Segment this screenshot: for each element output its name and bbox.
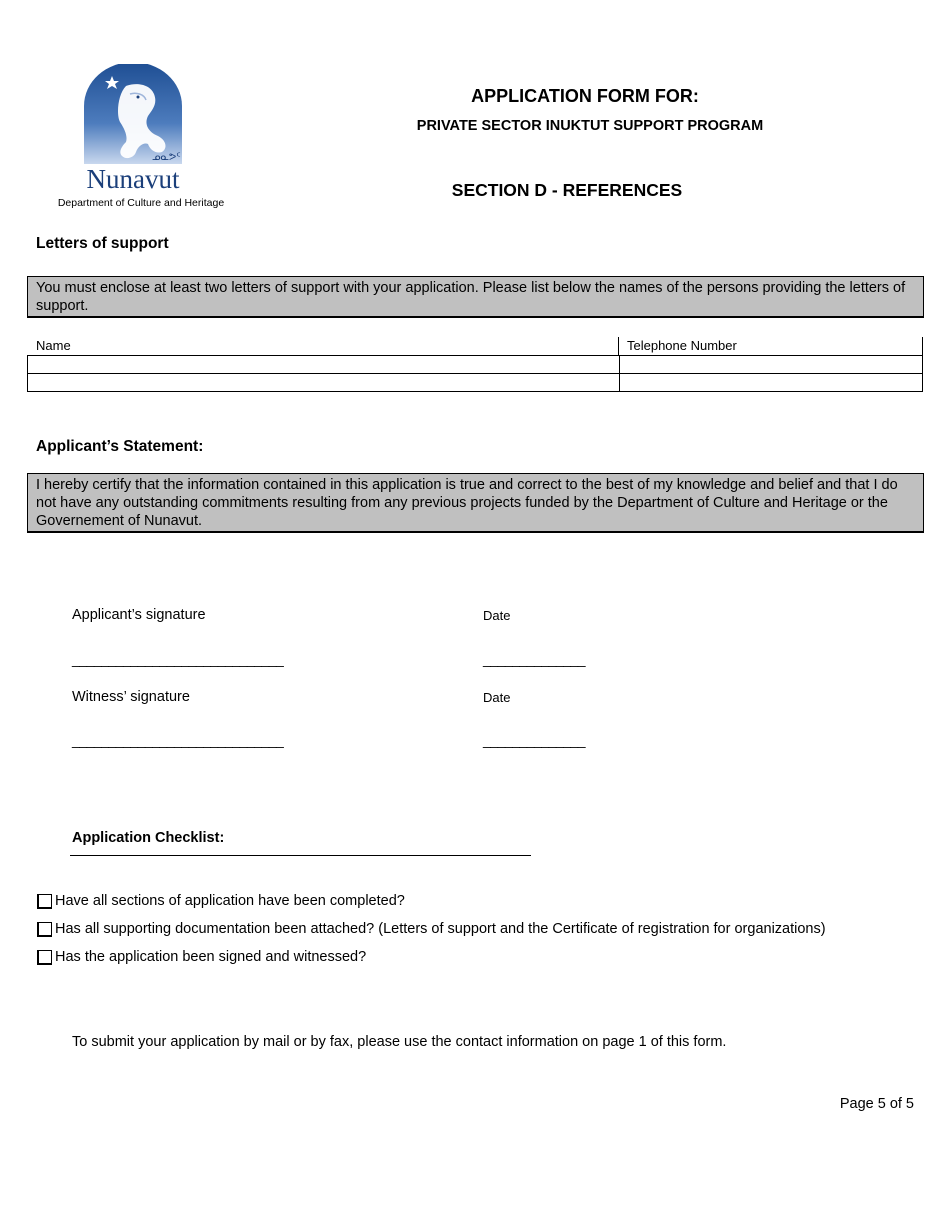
checklist-title: Application Checklist: <box>72 830 225 846</box>
column-divider <box>618 337 619 355</box>
checklist-item <box>37 949 366 965</box>
checklist-item-label: Has the application been signed and witnessed? <box>55 949 367 965</box>
checklist-item-label: Has all supporting documentation been attached? (Letters of support and the Certificate of registration for organizations) <box>55 921 826 937</box>
submission-note: To submit your application by mail or by fax, please use the contact information on page 1 of this form. <box>72 1034 727 1050</box>
witness-signature-line[interactable]: _____________________________ <box>72 732 284 748</box>
letters-instructions-box <box>27 276 924 318</box>
witness-date-line[interactable]: ______________ <box>483 732 586 748</box>
checklist-item-label: Have all sections of application have been completed? <box>55 893 405 909</box>
checklist-checkbox[interactable] <box>37 950 52 965</box>
reference-name-input[interactable] <box>28 356 620 374</box>
statement-box <box>27 473 924 533</box>
svg-text:Nunavut: Nunavut <box>86 164 180 194</box>
table-row <box>28 374 923 392</box>
checklist-checkbox[interactable] <box>37 894 52 909</box>
telephone-column-header: Telephone Number <box>627 338 737 353</box>
checklist-item <box>37 921 826 937</box>
reference-phone-input[interactable] <box>620 374 923 392</box>
statement-text: I hereby certify that the information contained in this application is true and correct to the best of my knowledge and belief and that I do not have any outstanding commitments resulting from any previous projects funded by the Department of Culture and Heritage or the Governement of Nunavut. <box>36 477 898 529</box>
page-number: Page 5 of 5 <box>839 1096 914 1112</box>
applicant-signature-line[interactable]: _____________________________ <box>72 651 284 667</box>
reference-phone-input[interactable] <box>620 356 923 374</box>
statement-heading: Applicant’s Statement: <box>36 438 204 455</box>
svg-text:ᓄᓇᕗᑦ: ᓄᓇᕗᑦ <box>152 152 181 163</box>
witness-signature-label: Witness’ signature <box>72 689 190 705</box>
reference-name-input[interactable] <box>28 374 620 392</box>
witness-date-label: Date <box>483 690 511 705</box>
name-column-header: Name <box>36 338 71 353</box>
applicant-date-line[interactable]: ______________ <box>483 651 586 667</box>
department-name: Department of Culture and Heritage <box>57 197 225 209</box>
checklist-checkbox[interactable] <box>37 922 52 937</box>
checklist-divider <box>70 855 531 856</box>
polar-bear-emblem-icon <box>78 64 188 196</box>
letters-instructions-text: You must enclose at least two letters of support with your application. Please list below the names of the persons providing the letters of support. <box>36 280 906 314</box>
table-row <box>28 356 923 374</box>
nunavut-logo <box>78 64 188 196</box>
applicant-signature-label: Applicant’s signature <box>72 607 206 623</box>
form-title: APPLICATION FORM FOR: <box>471 86 699 106</box>
checklist-item <box>37 893 405 909</box>
letters-heading: Letters of support <box>36 235 169 252</box>
column-divider <box>922 337 923 355</box>
references-table <box>27 355 923 392</box>
applicant-date-label: Date <box>483 608 511 623</box>
section-title: SECTION D - REFERENCES <box>451 180 683 200</box>
program-title: PRIVATE SECTOR INUKTUT SUPPORT PROGRAM <box>416 118 764 134</box>
